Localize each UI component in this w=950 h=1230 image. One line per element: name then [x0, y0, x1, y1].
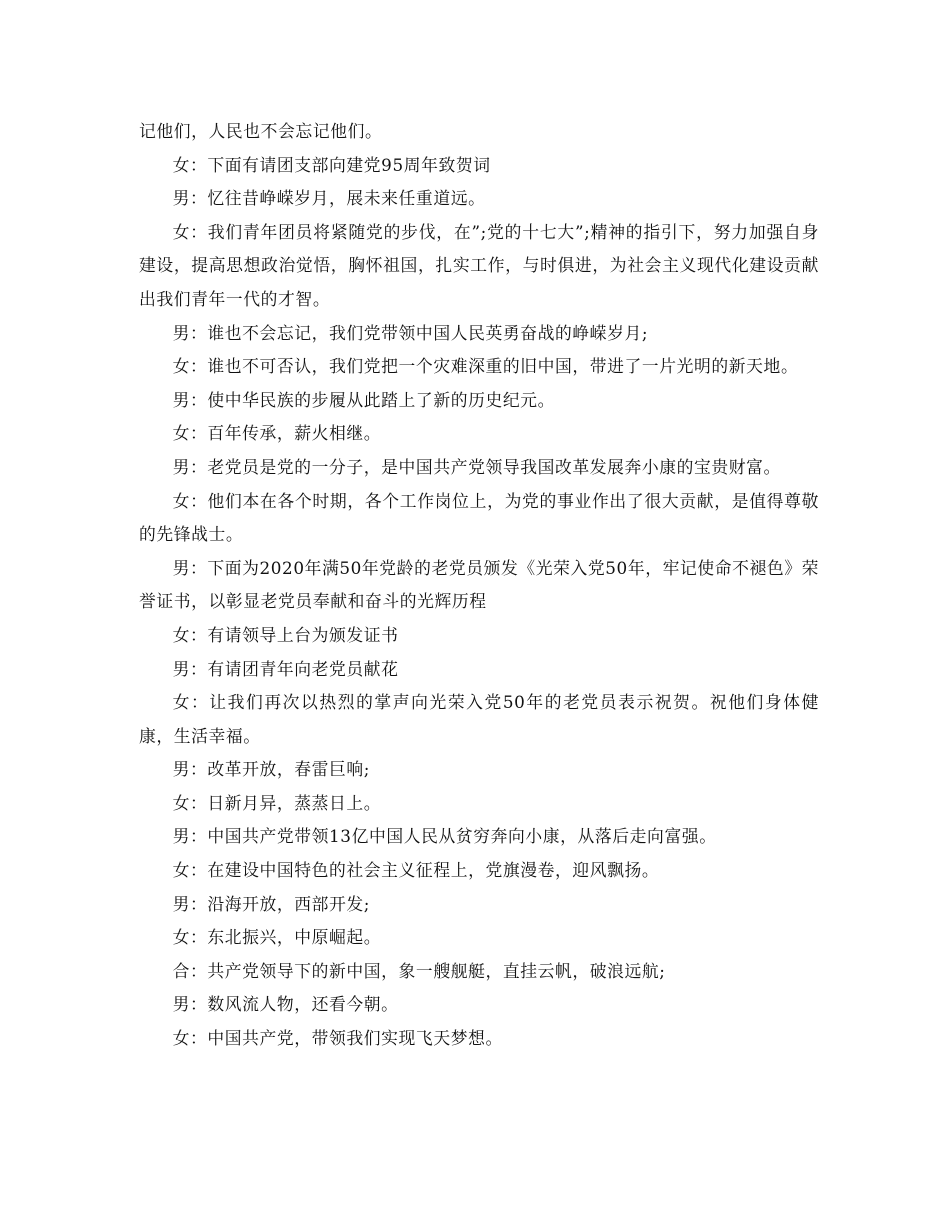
- paragraph: 男：有请团青年向老党员献花: [172, 658, 399, 679]
- document-body: [139, 115, 819, 1056]
- paragraph: 女：日新月异，蒸蒸日上。: [172, 792, 382, 813]
- paragraph: 男：中国共产党带领13亿中国人民从贫穷奔向小康，从落后走向富强。: [172, 826, 717, 847]
- paragraph: 女：东北振兴，中原崛起。: [172, 927, 382, 948]
- paragraph: 女：中国共产党，带领我们实现飞天梦想。: [172, 1028, 503, 1049]
- paragraph: 女：在建设中国特色的社会主义征程上，党旗漫卷，迎风飘扬。: [172, 860, 660, 881]
- paragraph-continuation: 记他们，人民也不会忘记他们。: [139, 121, 383, 141]
- paragraph: 男：下面为2020年满50年党龄的老党员颁发《光荣入党50年，牢记使命不褪色》荣誉证书，以彰显老党员奉献和奋斗的光辉历程: [139, 557, 820, 612]
- paragraph: 女：谁也不可否认，我们党把一个灾难深重的旧中国，带进了一片光明的新天地。: [172, 356, 799, 377]
- paragraph: 合：共产党领导下的新中国，象一艘舰艇，直挂云帆，破浪远航;: [172, 960, 666, 981]
- paragraph: 女：他们本在各个时期，各个工作岗位上，为党的事业作出了很大贡献，是值得尊敬的先锋战士。: [139, 490, 819, 545]
- paragraph: 男：谁也不会忘记，我们党带领中国人民英勇奋战的峥嵘岁月;: [172, 322, 649, 343]
- paragraph: 女：百年传承，薪火相继。: [172, 423, 382, 444]
- paragraph: 女：下面有请团支部向建党95周年致贺词: [172, 154, 491, 175]
- paragraph: 女：让我们再次以热烈的掌声向光荣入党50年的老党员表示祝贺。祝他们身体健康，生活幸福。: [139, 692, 819, 746]
- paragraph: 男：数风流人物，还看今朝。: [172, 994, 399, 1015]
- paragraph: 男：老党员是党的一分子，是中国共产党领导我国改革发展奔小康的宝贵财富。: [172, 456, 781, 477]
- paragraph: 女：有请领导上台为颁发证书: [172, 624, 399, 645]
- paragraph: 男：改革开放，春雷巨响;: [172, 759, 371, 780]
- paragraph: 男：使中华民族的步履从此踏上了新的历史纪元。: [172, 389, 555, 410]
- paragraph: 男：沿海开放，西部开发;: [172, 893, 371, 914]
- paragraph: 女：我们青年团员将紧随党的步伐，在”;党的十七大”;精神的指引下，努力加强自身建设，提高思想政治觉悟，胸怀祖国，扎实工作，与时俱进，为社会主义现代化建设贡献出我们青年一代的才智。: [139, 221, 819, 309]
- paragraph: 男：忆往昔峥嵘岁月，展未来任重道远。: [172, 188, 486, 209]
